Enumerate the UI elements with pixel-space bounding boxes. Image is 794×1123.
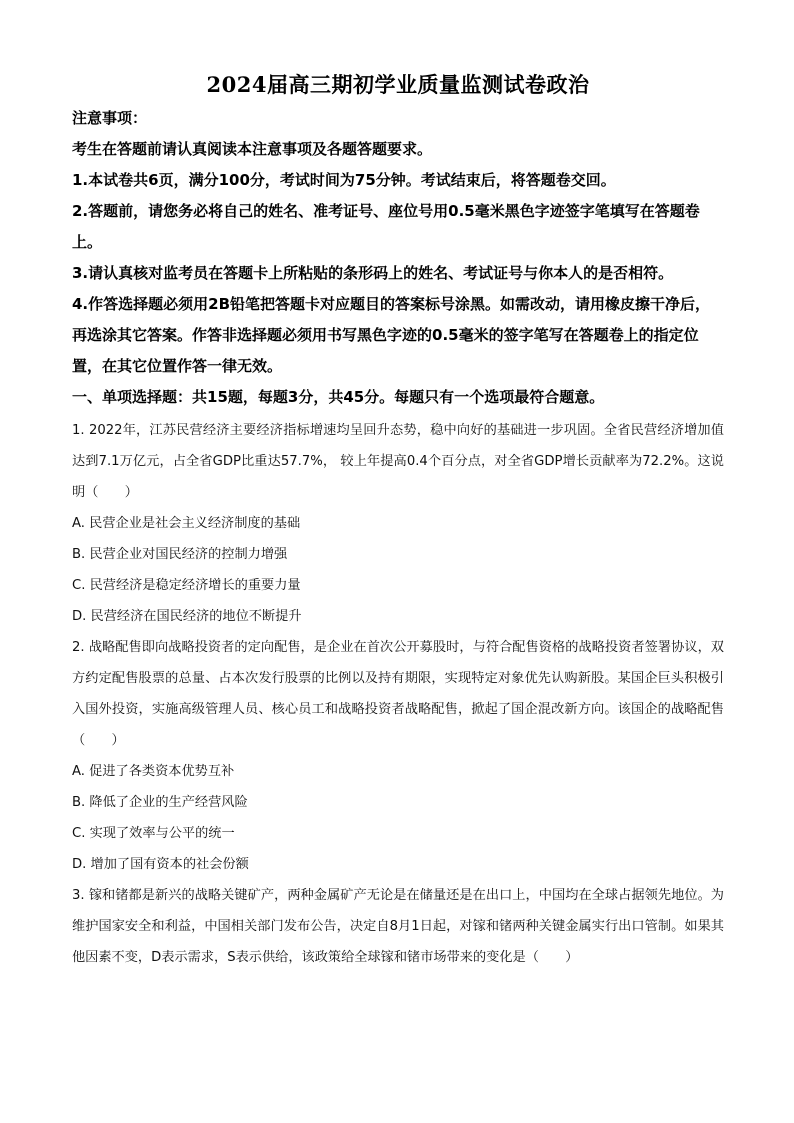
option-b: B. 民营企业对国民经济的控制力增强: [72, 547, 288, 562]
option-d: D. 增加了国有资本的社会份额: [72, 857, 249, 872]
question-stem: 2. 战略配售即向战略投资者的定向配售，是企业在首次公开募股时，与符合配售资格的战略投资者签署协议，双方约定配售股票的总量、占本次发行股票的比例以及持有期限，实现特定对象优先认购新股。某国企巨头积极引入国外投资，实施高级管理人员、核心员工和战略投资者战略配售，掀起了国企混改新方向。该国企的战略配售（ ）: [72, 640, 724, 748]
page-title: 2024届高三期初学业质量监测试卷政治: [206, 72, 590, 97]
section-heading: 一、单项选择题：共15题，每题3分，共45分。每题只有一个选项最符合题意。: [72, 388, 605, 406]
option-c: C. 实现了效率与公平的统一: [72, 826, 235, 841]
notice-heading: 注意事项：: [72, 109, 148, 127]
notice-section: [72, 103, 724, 413]
exam-page: [72, 0, 724, 973]
question-3: [72, 880, 724, 973]
question-2: [72, 632, 724, 880]
notice-item-1: 1.本试卷共6页，满分100分，考试时间为75分钟。考试结束后，将答题卷交回。: [72, 171, 616, 189]
option-c: C. 民营经济是稳定经济增长的重要力量: [72, 578, 301, 593]
option-d: D. 民营经济在国民经济的地位不断提升: [72, 609, 302, 624]
question-stem: 1. 2022年，江苏民营经济主要经济指标增速均呈回升态势，稳中向好的基础进一步巩固。全省民营经济增加值达到7.1万亿元，占全省GDP比重达57.7%， 较上年提高0.4个百分点，对全省GDP增长贡献率为72.2%。这说明（ ）: [72, 423, 724, 500]
question-stem: 3. 镓和锗都是新兴的战略关键矿产，两种金属矿产无论是在储量还是在出口上，中国均在全球占据领先地位。为维护国家安全和利益，中国相关部门发布公告，决定自8月1日起，对镓和锗两种关键金属实行出口管制。如果其他因素不变，D表示需求，S表示供给，该政策给全球镓和锗市场带来的变化是（ ）: [72, 888, 724, 965]
notice-intro: 考生在答题前请认真阅读本注意事项及各题答题要求。: [72, 140, 433, 158]
option-b: B. 降低了企业的生产经营风险: [72, 795, 248, 810]
question-1: [72, 415, 724, 632]
notice-item-3: 3.请认真核对监考员在答题卡上所粘贴的条形码上的姓名、考试证号与你本人的是否相符。: [72, 264, 674, 282]
option-a: A. 促进了各类资本优势互补: [72, 764, 235, 779]
notice-item-4: 4.作答选择题必须用2B铅笔把答题卡对应题目的答案标号涂黑。如需改动，请用橡皮擦干净后，再选涂其它答案。作答非选择题必须用书写黑色字迹的0.5毫米的签字笔写在答题卷上的指定位置，在其它位置作答一律无效。: [72, 295, 711, 375]
option-a: A. 民营企业是社会主义经济制度的基础: [72, 516, 301, 531]
notice-item-2: 2.答题前，请您务必将自己的姓名、准考证号、座位号用0.5毫米黑色字迹签字笔填写在答题卷上。: [72, 202, 700, 251]
